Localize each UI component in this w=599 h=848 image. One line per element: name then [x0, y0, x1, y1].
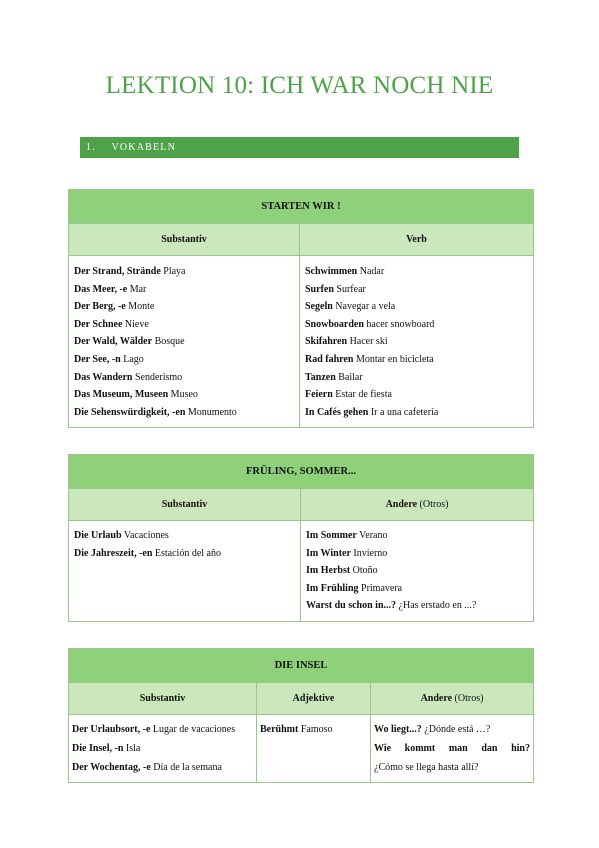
vocab-entry-translation: ¿Cómo se llega hasta allí? [374, 762, 479, 773]
vocab-entry: Feiern Estar de fiesta [305, 389, 392, 401]
noun-list [69, 715, 257, 783]
vocab-entry: Der Strand, Strände Playa [74, 266, 186, 277]
table-header: DIE INSEL [69, 649, 534, 683]
vocab-entry: Der Schnee Nieve [74, 318, 149, 330]
column-header-substantiv: Substantiv [69, 224, 300, 256]
vocab-entry: Die Sehenswürdigkeit, -en Monumento [74, 406, 237, 418]
vocab-entry: Die Jahreszeit, -en Estación del año [74, 547, 221, 559]
verb-list [300, 256, 534, 428]
section-number: 1. [86, 142, 96, 153]
section-heading [80, 137, 519, 158]
vocab-entry: Rad fahren Montar en bicicleta [305, 353, 434, 365]
vocab-entry: Surfen Surfear [305, 283, 366, 295]
vocab-entry: Der Berg, -e Monte [74, 301, 155, 313]
other-list [371, 715, 534, 783]
section-label: VOKABELN [111, 142, 177, 153]
noun-list [69, 256, 300, 428]
vocab-entry: Die Urlaub Vacaciones [74, 530, 169, 541]
vocab-table-fruehling-sommer [68, 454, 534, 622]
vocab-entry: Berühmt Famoso [260, 724, 333, 735]
vocab-entry: Schwimmen Nadar [305, 266, 385, 277]
vocab-entry: Im Sommer Verano [306, 530, 388, 541]
noun-list [69, 521, 301, 622]
vocab-entry: Das Museum, Museen Museo [74, 389, 198, 401]
vocab-table-starten-wir [68, 189, 534, 428]
column-header-substantiv: Substantiv [69, 489, 301, 521]
page-title: LEKTION 10: ICH WAR NOCH NIE [105, 72, 494, 99]
vocab-entry: Das Meer, -e Mar [74, 283, 147, 295]
vocab-entry-question: Wie kommt man dan hin? [374, 743, 530, 754]
vocab-entry: Der Urlaubsort, -e Lugar de vacaciones [72, 724, 236, 735]
other-list [301, 521, 534, 622]
vocab-entry: Im Frühling Primavera [306, 582, 403, 594]
vocab-entry: Die Insel, -n Isla [72, 743, 141, 754]
vocab-entry: Der Wald, Wälder Bosque [74, 336, 185, 348]
vocab-entry: Wo liegt...? ¿Dónde está …? [374, 724, 491, 735]
vocab-entry: Im Winter Invierno [306, 547, 388, 559]
column-header-andere: Andere (Otros) [371, 683, 534, 715]
vocab-entry: Warst du schon in...? ¿Has erstado en ...? [306, 600, 477, 612]
vocab-entry: Der Wochentag, -e Día de la semana [72, 762, 222, 773]
vocab-entry: In Cafés gehen Ir a una cafetería [305, 406, 439, 418]
column-header-substantiv: Substantiv [69, 683, 257, 715]
vocab-table-die-insel [68, 648, 534, 783]
vocab-entry: Segeln Navegar a vela [305, 301, 396, 313]
table-header: FRÜLING, SOMMER... [69, 455, 534, 489]
column-header-adjektive: Adjektive [257, 683, 371, 715]
vocab-entry: Skifahren Hacer ski [305, 336, 388, 348]
table-header: STARTEN WIR ! [69, 190, 534, 224]
adjective-list [257, 715, 371, 783]
column-header-andere: Andere (Otros) [301, 489, 534, 521]
vocab-entry: Der See, -n Lago [74, 353, 144, 365]
column-header-verb: Verb [300, 224, 534, 256]
vocab-entry: Das Wandern Senderismo [74, 371, 183, 383]
vocab-entry: Im Herbst Otoño [306, 565, 378, 577]
vocab-entry: Tanzen Bailar [305, 371, 363, 383]
vocab-entry: Snowboarden hacer snowboard [305, 318, 435, 330]
